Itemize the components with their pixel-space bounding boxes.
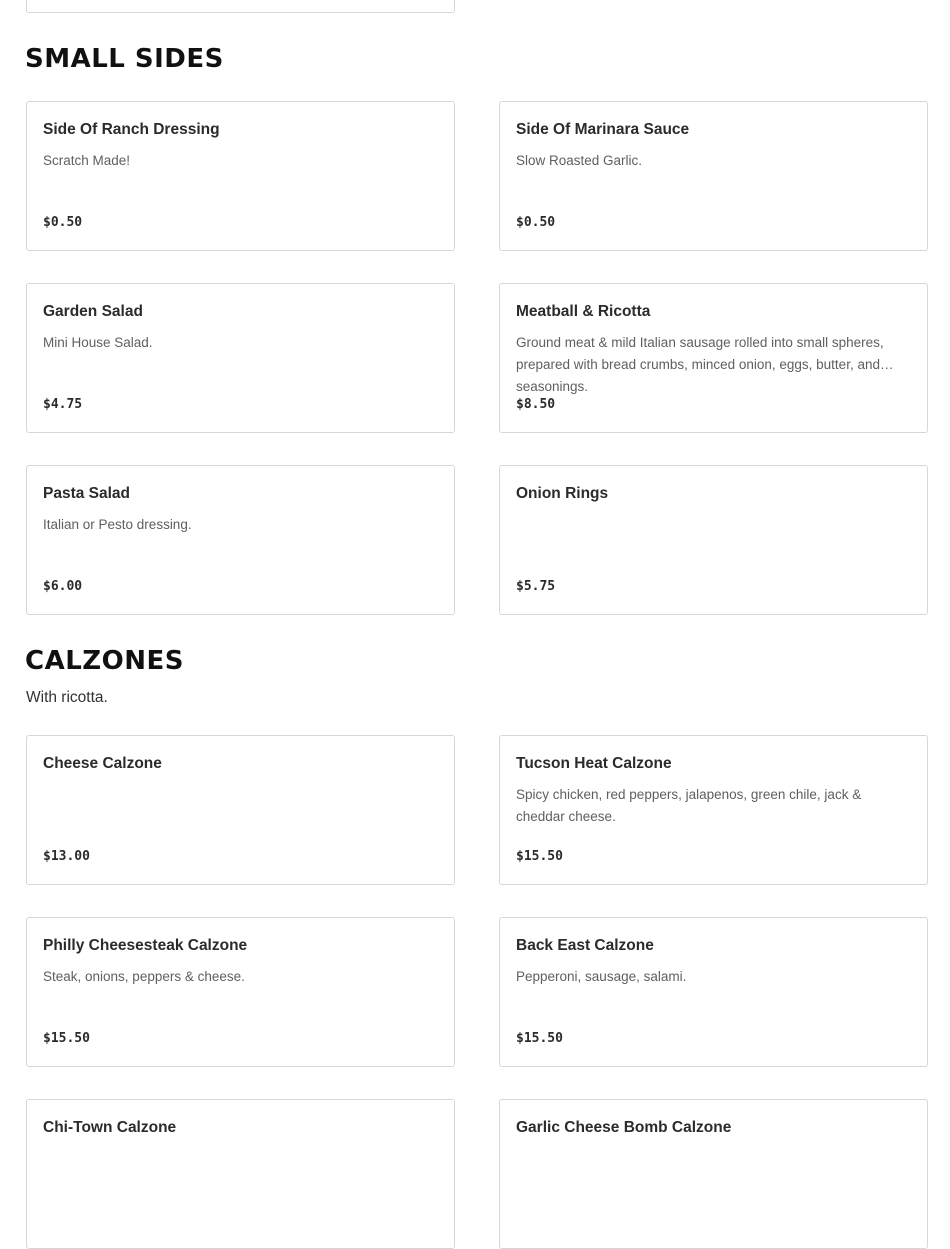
item-price: $0.50 [516,215,556,230]
menu-item-card[interactable] [26,283,455,433]
item-price: $13.00 [43,849,90,864]
item-name: Side Of Marinara Sauce [516,121,690,138]
item-name: Garlic Cheese Bomb Calzone [516,1119,732,1136]
item-description: Italian or Pesto dressing. [43,517,192,532]
section-title-calzones: CALZONES [25,646,184,676]
menu-item-card[interactable] [26,917,455,1067]
item-price: $4.75 [43,397,83,412]
item-name: Philly Cheesesteak Calzone [43,937,248,954]
menu-item-card[interactable] [26,1099,455,1249]
item-description: Pepperoni, sausage, salami. [516,969,687,984]
item-description: Steak, onions, peppers & cheese. [43,969,245,984]
menu-item-card[interactable] [26,101,455,251]
section-title-small-sides: SMALL SIDES [25,44,224,74]
item-price: $5.75 [516,579,556,594]
item-name: Chi-Town Calzone [43,1119,177,1136]
item-name: Back East Calzone [516,937,654,954]
item-name: Cheese Calzone [43,755,162,772]
item-price: $8.50 [516,397,556,412]
menu-item-card[interactable] [499,1099,928,1249]
item-name: Garden Salad [43,303,143,320]
item-description: Spicy chicken, red peppers, jalapenos, green chile, jack & cheddar cheese. [516,787,862,824]
item-price: $6.00 [43,579,83,594]
item-name: Side Of Ranch Dressing [43,121,220,138]
item-description: Scratch Made! [43,153,131,168]
menu-item-card[interactable] [499,917,928,1067]
item-name: Tucson Heat Calzone [516,755,672,772]
menu-item-card[interactable] [499,735,928,885]
item-price: $15.50 [43,1031,90,1046]
menu-item-card-previous[interactable] [26,0,455,13]
item-name: Meatball & Ricotta [516,303,651,320]
item-name: Pasta Salad [43,485,131,502]
menu-item-card[interactable] [499,283,928,433]
item-price: $15.50 [516,849,563,864]
item-name: Onion Rings [516,485,609,502]
item-price: $15.50 [516,1031,563,1046]
item-description: Mini House Salad. [43,335,153,350]
section-subtitle: With ricotta. [26,689,108,706]
menu-item-card[interactable] [499,101,928,251]
menu-item-card[interactable] [499,465,928,615]
item-price: $0.50 [43,215,83,230]
item-description: Ground meat & mild Italian sausage rolled into small spheres, prepared with bread crumbs, minced onion, eggs, butter, and seasonings. [516,335,884,394]
menu-item-card[interactable] [26,465,455,615]
item-description: Slow Roasted Garlic. [516,153,643,168]
menu-item-card[interactable] [26,735,455,885]
